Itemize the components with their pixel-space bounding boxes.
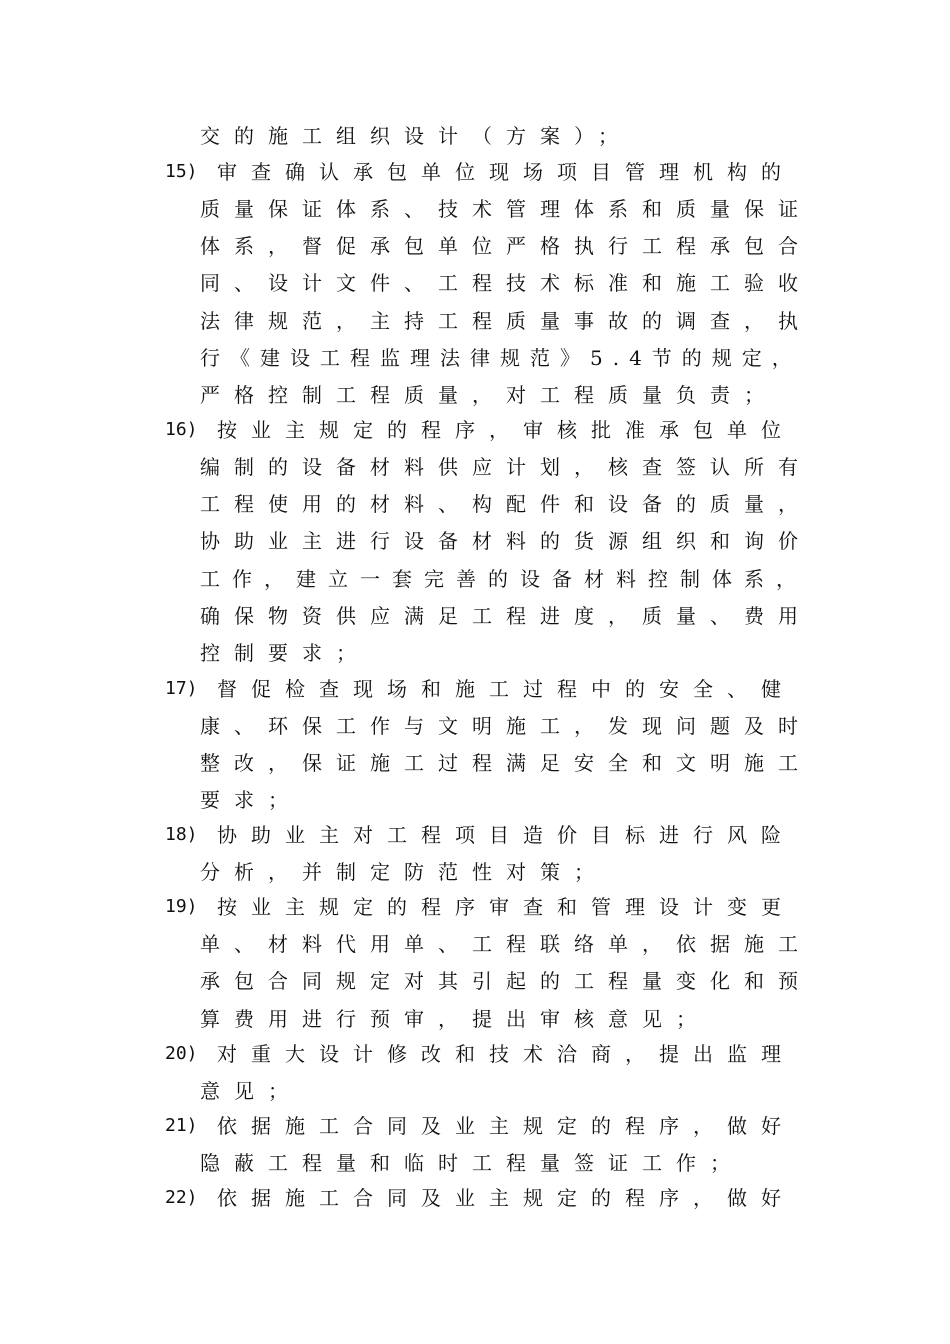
item-number: 19) bbox=[165, 896, 198, 917]
paragraph-line: 交的施工组织设计（方案）； bbox=[200, 124, 632, 148]
paragraph-line: 体系，督促承包单位严格执行工程承包合 bbox=[200, 234, 812, 258]
paragraph-line: 工作，建立一套完善的设备材料控制体系， bbox=[200, 567, 808, 591]
paragraph-line: 康、环保工作与文明施工，发现问题及时 bbox=[200, 714, 812, 738]
paragraph-line: 行《建设工程监理法律规范》5.4节的规定， bbox=[200, 346, 802, 370]
paragraph-line: 意见； bbox=[200, 1079, 302, 1103]
item-number: 17) bbox=[165, 678, 198, 699]
paragraph-line: 分析，并制定防范性对策； bbox=[200, 860, 608, 884]
paragraph-line: 协助业主对工程项目造价目标进行风险 bbox=[217, 823, 795, 847]
paragraph-line: 按业主规定的程序审查和管理设计变更 bbox=[217, 895, 795, 919]
paragraph-line: 法律规范，主持工程质量事故的调查，执 bbox=[200, 309, 812, 333]
paragraph-line: 对重大设计修改和技术洽商，提出监理 bbox=[217, 1042, 795, 1066]
paragraph-line: 按业主规定的程序，审核批准承包单位 bbox=[217, 418, 795, 442]
paragraph-line: 单、材料代用单、工程联络单，依据施工 bbox=[200, 932, 812, 956]
paragraph-line: 依据施工合同及业主规定的程序，做好 bbox=[217, 1114, 795, 1138]
item-number: 16) bbox=[165, 419, 198, 440]
item-number: 22) bbox=[165, 1187, 198, 1208]
item-number: 21) bbox=[165, 1115, 198, 1136]
paragraph-line: 确保物资供应满足工程进度，质量、费用 bbox=[200, 604, 812, 628]
paragraph-line: 依据施工合同及业主规定的程序，做好 bbox=[217, 1186, 795, 1210]
paragraph-line: 审查确认承包单位现场项目管理机构的 bbox=[217, 160, 795, 184]
item-number: 15) bbox=[165, 161, 198, 182]
item-number: 18) bbox=[165, 824, 198, 845]
paragraph-line: 督促检查现场和施工过程中的安全、健 bbox=[217, 677, 795, 701]
paragraph-line: 严格控制工程质量，对工程质量负责； bbox=[200, 383, 778, 407]
paragraph-line: 编制的设备材料供应计划，核查签认所有 bbox=[200, 455, 812, 479]
item-number: 20) bbox=[165, 1043, 198, 1064]
paragraph-line: 整改，保证施工过程满足安全和文明施工 bbox=[200, 751, 812, 775]
paragraph-line: 质量保证体系、技术管理体系和质量保证 bbox=[200, 197, 812, 221]
paragraph-line: 工程使用的材料、构配件和设备的质量， bbox=[200, 492, 812, 516]
paragraph-line: 同、设计文件、工程技术标准和施工验收 bbox=[200, 271, 812, 295]
paragraph-line: 算费用进行预审，提出审核意见； bbox=[200, 1007, 710, 1031]
paragraph-line: 隐蔽工程量和临时工程量签证工作； bbox=[200, 1151, 744, 1175]
paragraph-line: 要求； bbox=[200, 788, 302, 812]
paragraph-line: 承包合同规定对其引起的工程量变化和预 bbox=[200, 969, 812, 993]
paragraph-line: 协助业主进行设备材料的货源组织和询价 bbox=[200, 529, 812, 553]
paragraph-line: 控制要求； bbox=[200, 641, 370, 665]
